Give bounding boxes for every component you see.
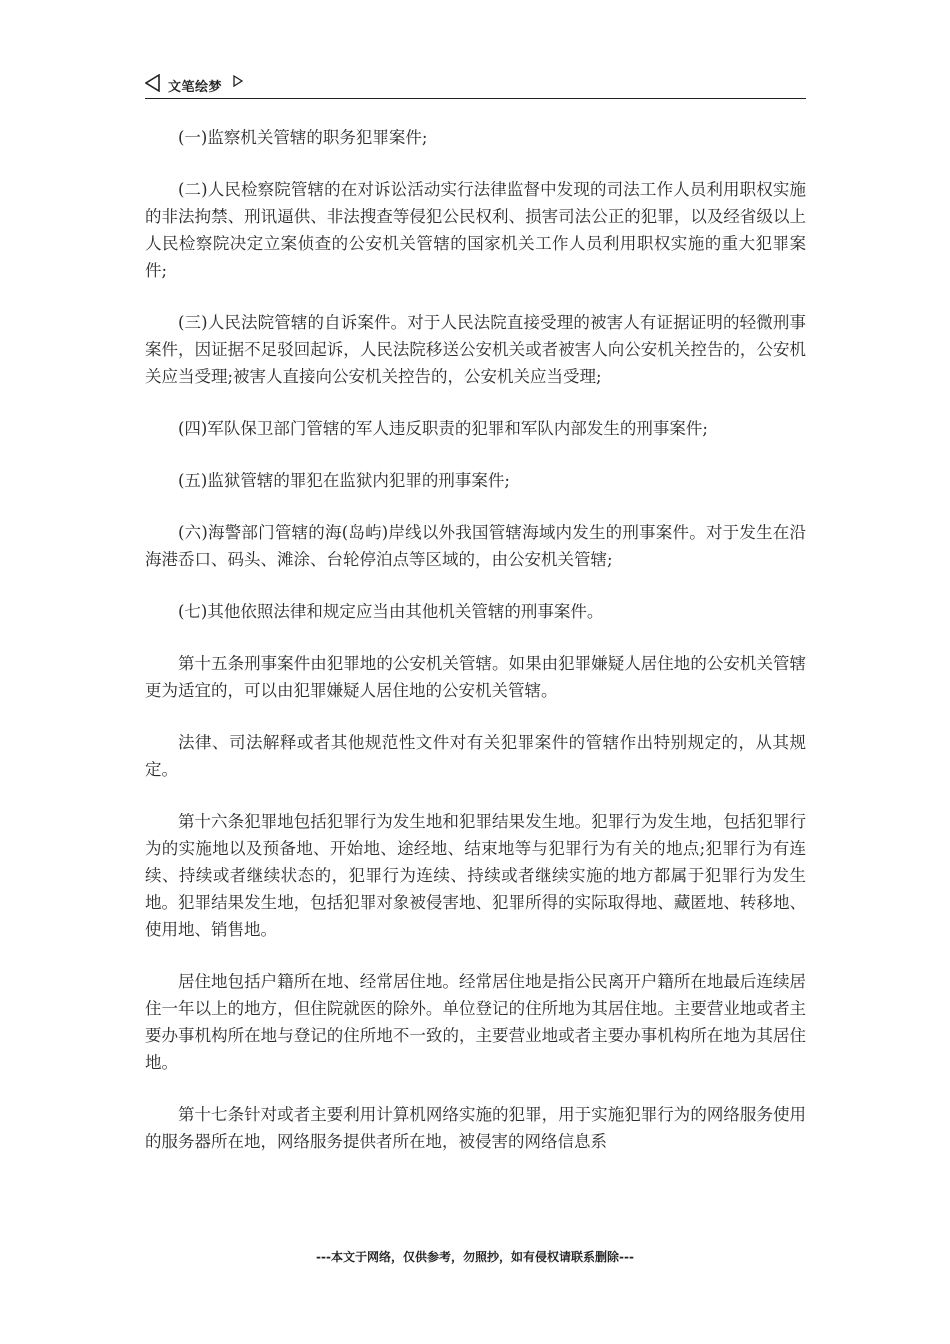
triangle-right-icon[interactable] <box>233 75 243 87</box>
paragraph-item-1: (一)监察机关管辖的职务犯罪案件; <box>178 128 428 147</box>
paragraph-item-4: (四)军队保卫部门管辖的军人违反职责的犯罪和军队内部发生的刑事案件; <box>178 419 708 438</box>
triangle-left-icon[interactable] <box>145 74 161 92</box>
paragraph-article-15: 第十五条刑事案件由犯罪地的公安机关管辖。如果由犯罪嫌疑人居住地的公安机关管辖更为适宜的，可以由犯罪嫌疑人居住地的公安机关管辖。 <box>145 654 806 700</box>
paragraph-item-3: (三)人民法院管辖的自诉案件。对于人民法院直接受理的被害人有证据证明的轻微刑事案件，因证据不足驳回起诉，人民法院移送公安机关或者被害人向公安机关控告的，公安机关应当受理;被害人直接向公安机关控告的，公安机关应当受理; <box>145 313 806 386</box>
document-body <box>145 124 806 1180</box>
paragraph-item-6: (六)海警部门管辖的海(岛屿)岸线以外我国管辖海域内发生的刑事案件。对于发生在沿海港岙口、码头、滩涂、台轮停泊点等区域的，由公安机关管辖; <box>145 523 806 569</box>
page-header <box>145 72 806 99</box>
paragraph-article-16: 第十六条犯罪地包括犯罪行为发生地和犯罪结果发生地。犯罪行为发生地，包括犯罪行为的实施地以及预备地、开始地、途经地、结束地等与犯罪行为有关的地点;犯罪行为有连续、持续或者继续状态的，犯罪行为连续、持续或者继续实施的地方都属于犯罪行为发生地。犯罪结果发生地，包括犯罪对象被侵害地、犯罪所得的实际取得地、藏匿地、转移地、使用地、销售地。 <box>145 812 806 939</box>
footer-notice: ---本文于网络，仅供参考，勿照抄，如有侵权请联系删除--- <box>316 1250 634 1264</box>
paragraph-residence: 居住地包括户籍所在地、经常居住地。经常居住地是指公民离开户籍所在地最后连续居住一年以上的地方，但住院就医的除外。单位登记的住所地为其居住地。主要营业地或者主要办事机构所在地与登记的住所地不一致的，主要营业地或者主要办事机构所在地为其居住地。 <box>145 972 806 1072</box>
paragraph-item-5: (五)监狱管辖的罪犯在监狱内犯罪的刑事案件; <box>178 471 510 490</box>
brand-title: 文笔绘梦 <box>168 80 223 95</box>
paragraph-article-17: 第十七条针对或者主要利用计算机网络实施的犯罪，用于实施犯罪行为的网络服务使用的服务器所在地，网络服务提供者所在地，被侵害的网络信息系 <box>145 1105 806 1151</box>
paragraph-item-2: (二)人民检察院管辖的在对诉讼活动实行法律监督中发现的司法工作人员利用职权实施的非法拘禁、刑讯逼供、非法搜查等侵犯公民权利、损害司法公正的犯罪，以及经省级以上人民检察院决定立案侦查的公安机关管辖的国家机关工作人员利用职权实施的重大犯罪案件; <box>145 180 806 280</box>
paragraph-special-rules: 法律、司法解释或者其他规范性文件对有关犯罪案件的管辖作出特别规定的，从其规定。 <box>145 733 806 779</box>
paragraph-item-7: (七)其他依照法律和规定应当由其他机关管辖的刑事案件。 <box>178 602 604 621</box>
